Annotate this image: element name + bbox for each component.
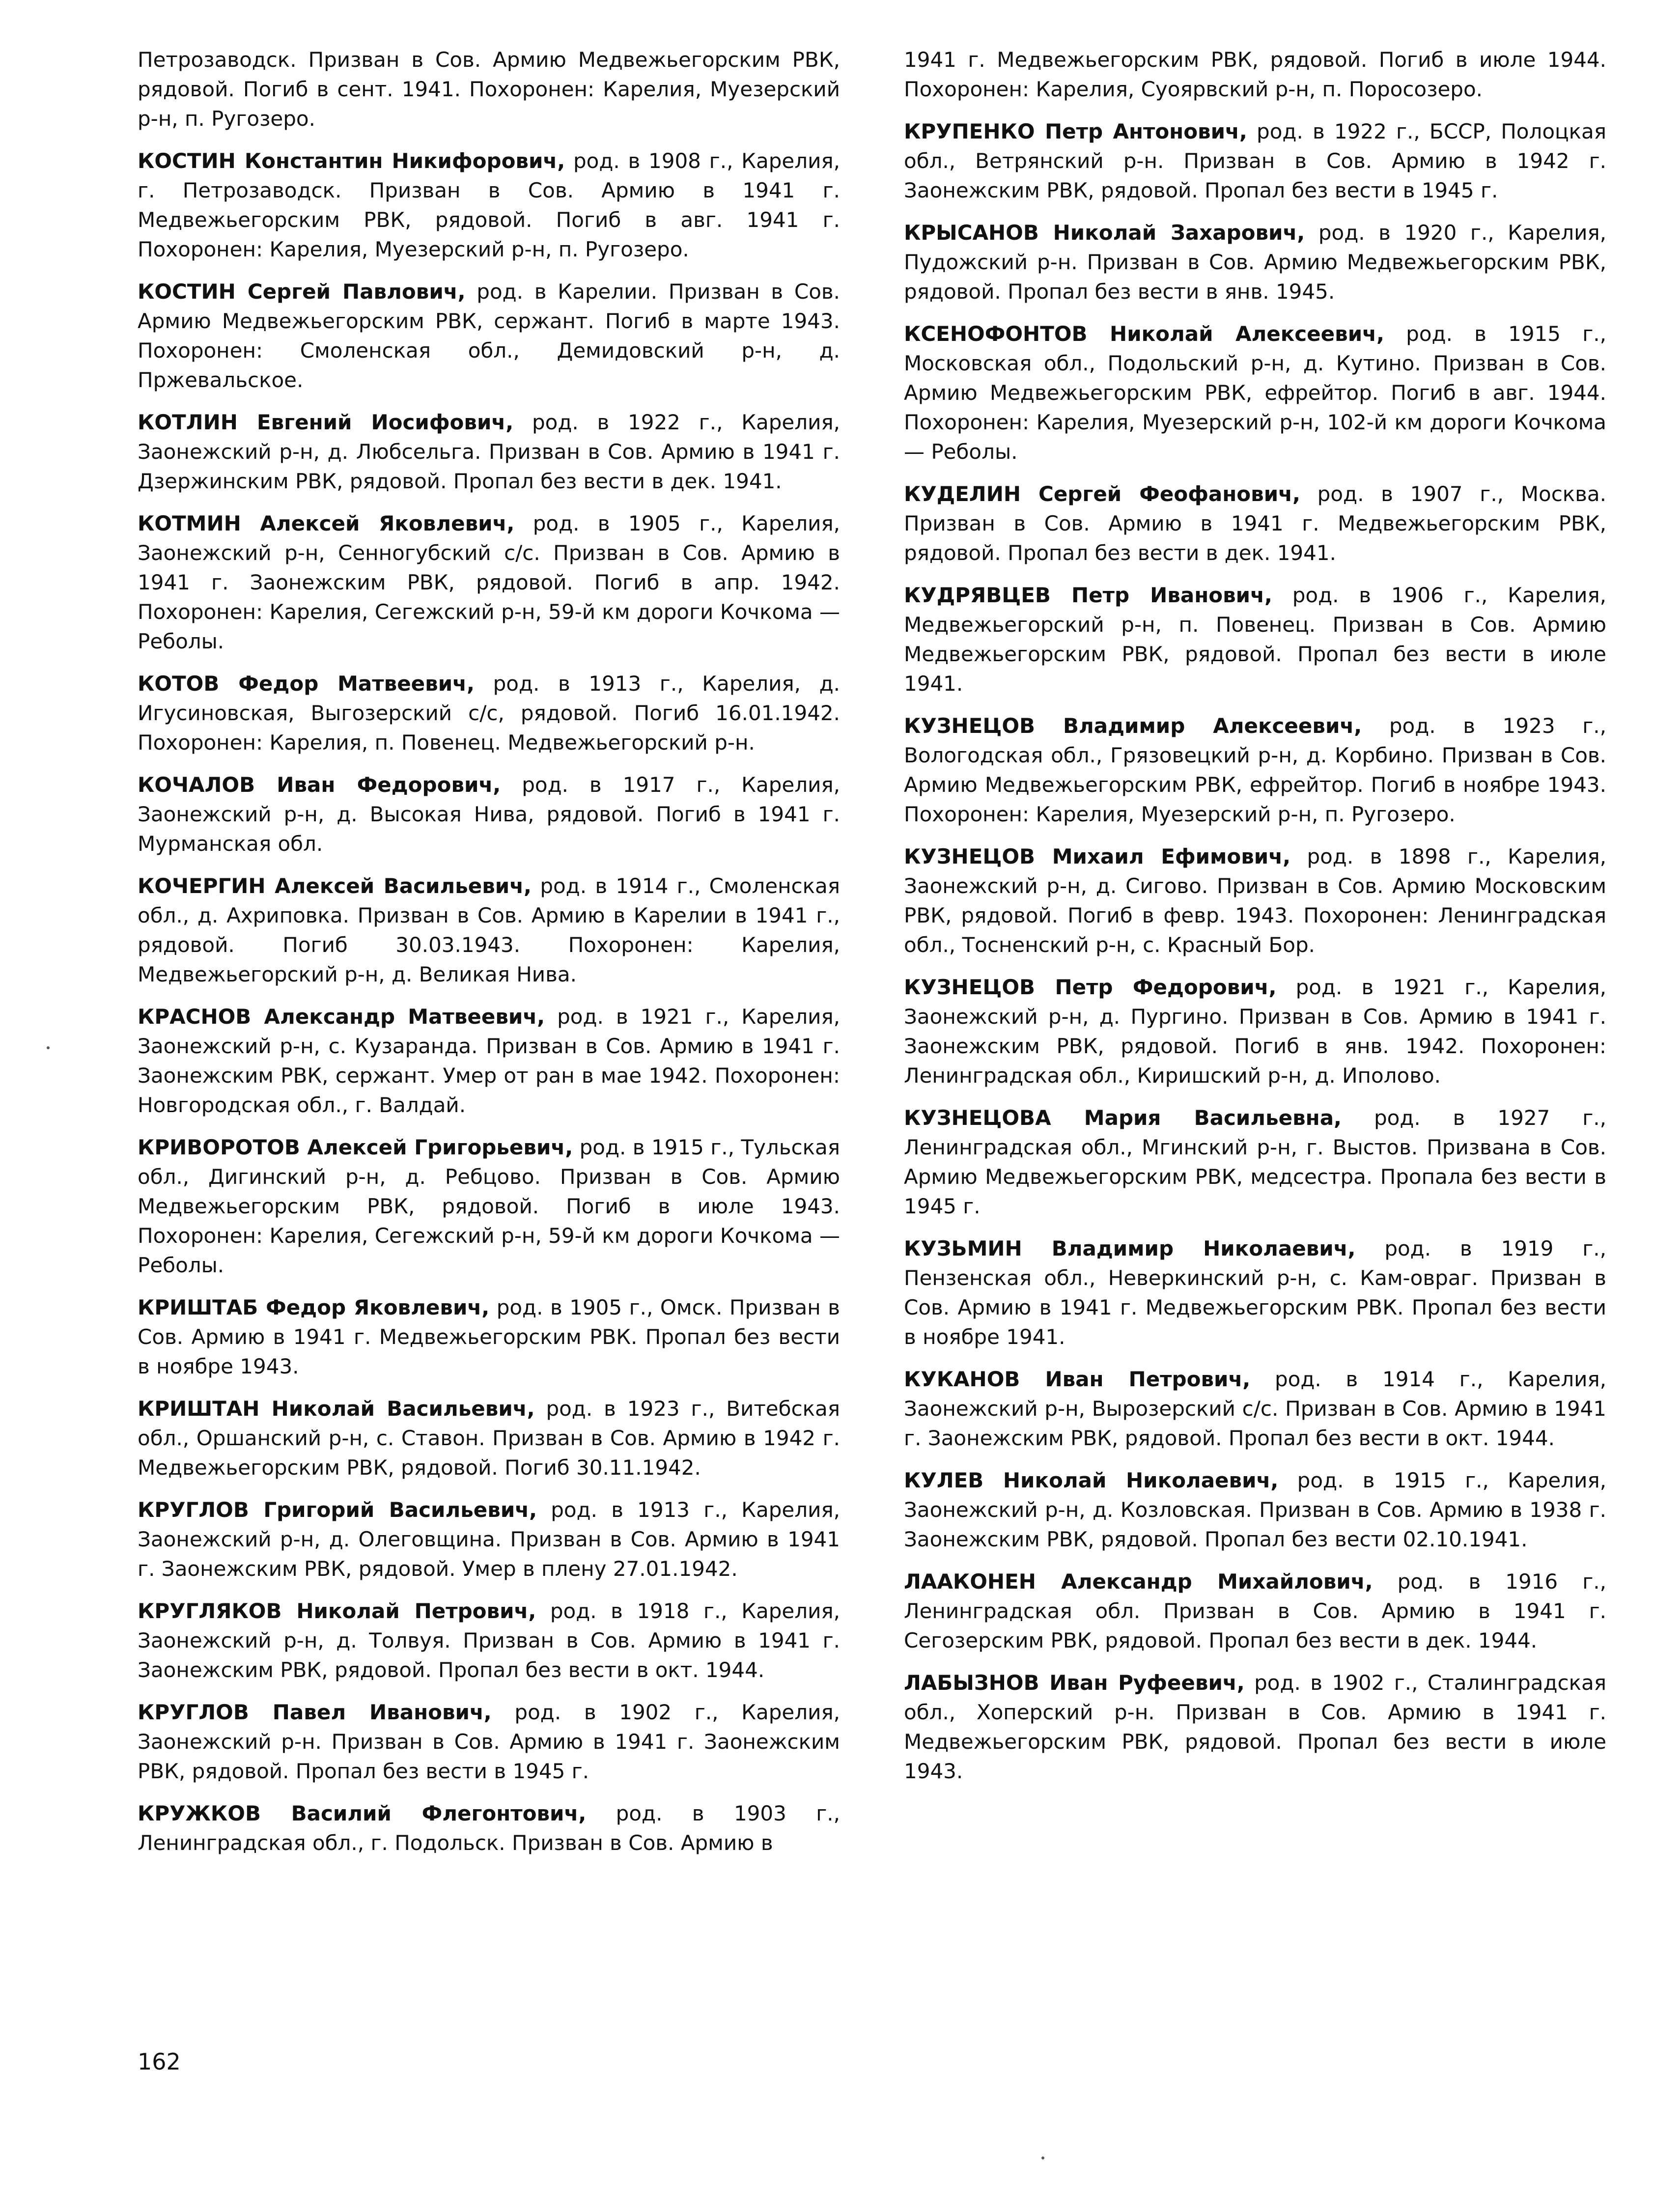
entry-name: КУКАНОВ Иван Петрович, xyxy=(904,1367,1251,1391)
entry-text: род. в 1917 г., Карелия, Заонежский р-н, д. Высокая Нива, рядовой. Погиб в 1941 г. Мурманская обл. xyxy=(138,773,840,856)
entry-name: КОСТИН Константин Никифорович, xyxy=(138,149,565,173)
entry-text: род. в 1923 г., Вологодская обл., Грязовецкий р-н, д. Корбино. Призван в Сов. Армию Медвежьегорским РВК, ефрейтор. Погиб в ноябре 1943. Похоронен: Карелия, Муезерский р-н, п. Ругозеро. xyxy=(904,714,1606,826)
scan-speck xyxy=(1041,2156,1044,2159)
entry-continuation xyxy=(904,45,1606,104)
entry-text: род. в 1915 г., Карелия, Заонежский р-н, д. Козловская. Призван в Сов. Армию в 1938 г. Заонежским РВК, рядовой. Пропал без вести 02.10.1941. xyxy=(904,1468,1606,1551)
entry-text: Петрозаводск. Призван в Сов. Армию Медвежьегорским РВК, рядовой. Погиб в сент. 1941. Похоронен: Карелия, Муезерский р-н, п. Ругозеро. xyxy=(138,48,840,131)
entry-name: КСЕНОФОНТОВ Николай Алексеевич, xyxy=(904,322,1384,346)
entry xyxy=(904,1466,1606,1554)
entry-text: род. в 1927 г., Ленинградская обл., Мгинский р-н, г. Выстов. Призвана в Сов. Армию Медвежьегорским РВК, медсестра. Пропала без вести в 1945 г. xyxy=(904,1106,1606,1218)
entry-name: КОСТИН Сергей Павлович, xyxy=(138,280,466,304)
entry xyxy=(904,1103,1606,1221)
entry xyxy=(904,218,1606,307)
entry-text: род. в 1916 г., Ленинградская обл. Призван в Сов. Армию в 1941 г. Сегозерским РВК, рядовой. Пропал без вести в дек. 1944. xyxy=(904,1569,1606,1652)
entry xyxy=(138,1002,840,1120)
entry-text: род. в 1902 г., Сталинградская обл., Хоперский р-н. Призван в Сов. Армию в 1941 г. Медвежьегорским РВК, рядовой. Пропал без вести в июле 1943. xyxy=(904,1671,1607,1783)
entry xyxy=(904,1365,1606,1453)
entry-text: род. в 1905 г., Омск. Призван в Сов. Армию в 1941 г. Медвежьегорским РВК. Пропал без вести в ноябре 1943. xyxy=(138,1295,840,1378)
entry xyxy=(904,117,1606,205)
entry xyxy=(138,1596,840,1685)
entry-name: КРУПЕНКО Петр Антонович, xyxy=(904,119,1247,143)
entry-name: КУЗНЕЦОВ Владимир Алексеевич, xyxy=(904,714,1362,738)
entry-text: род. в 1913 г., Карелия, Заонежский р-н, д. Олеговщина. Призван в Сов. Армию в 1941 г. Заонежским РВК, рядовой. Умер в плену 27.01.1942. xyxy=(138,1498,840,1581)
entry xyxy=(904,1567,1606,1655)
entry-text: род. в 1898 г., Карелия, Заонежский р-н, д. Сигово. Призван в Сов. Армию Московским РВК, рядовой. Погиб в февр. 1943. Похоронен: Ленинградская обл., Тосненский р-н, с. Красный Бор. xyxy=(904,844,1606,957)
page-number: 162 xyxy=(138,2048,181,2075)
entry xyxy=(138,1799,840,1858)
entry xyxy=(904,711,1606,829)
entry xyxy=(904,1234,1606,1352)
entry-text: род. в Карелии. Призван в Сов. Армию Медвежьегорским РВК, сержант. Погиб в марте 1943. Похоронен: Смоленская обл., Демидовский р-н, д. Пржевальское. xyxy=(138,280,841,392)
entry-name: КРУГЛОВ Павел Иванович, xyxy=(138,1700,492,1724)
right-column xyxy=(904,45,1606,1799)
entry-name: КОЧЕРГИН Алексей Васильевич, xyxy=(138,874,532,898)
entry-name: КУЗНЕЦОВ Петр Федорович, xyxy=(904,975,1277,999)
entry-name: КРЫСАНОВ Николай Захарович, xyxy=(904,221,1305,245)
entry xyxy=(138,770,840,859)
entry-name: КОТМИН Алексей Яковлевич, xyxy=(138,511,515,535)
entry-text: род. в 1920 г., Карелия, Пудожский р-н. Призван в Сов. Армию Медвежьегорским РВК, рядовой. Пропал без вести в янв. 1945. xyxy=(904,221,1607,304)
entry xyxy=(138,1394,840,1483)
entry-text: род. в 1914 г., Карелия, Заонежский р-н, Вырозерский с/с. Призван в Сов. Армию в 1941 г. Заонежским РВК, рядовой. Пропал без вести в окт. 1944. xyxy=(904,1367,1606,1450)
entry-text: род. в 1914 г., Смоленская обл., д. Ахриповка. Призван в Сов. Армию в Карелии в 1941 г., рядовой. Погиб 30.03.1943. Похоронен: Карелия, Медвежьегорский р-н, д. Великая Нива. xyxy=(138,874,841,986)
entry xyxy=(904,842,1606,960)
entry-name: КУДЕЛИН Сергей Феофанович, xyxy=(904,482,1300,506)
entry-name: КРУЖКОВ Василий Флегонтович, xyxy=(138,1801,587,1825)
entry xyxy=(138,1495,840,1584)
entry-text: род. в 1907 г., Москва. Призван в Сов. Армию в 1941 г. Медвежьегорским РВК, рядовой. Пропал без вести в дек. 1941. xyxy=(904,482,1606,565)
entry-name: ЛААКОНЕН Александр Михайлович, xyxy=(904,1569,1373,1594)
entry-name: КРАСНОВ Александр Матвеевич, xyxy=(138,1005,545,1029)
entry-text: род. в 1922 г., БССР, Полоцкая обл., Ветрянский р-н. Призван в Сов. Армию в 1942 г. Заонежским РВК, рядовой. Пропал без вести в 1945 г. xyxy=(904,119,1607,202)
entry-text: род. в 1908 г., Карелия, г. Петрозаводск. Призван в Сов. Армию в 1941 г. Медвежьегорским РВК, рядовой. Погиб в авг. 1941 г. Похоронен: Карелия, Муезерский р-н, п. Ругозеро. xyxy=(138,149,840,261)
entry-name: КРИШТАБ Федор Яковлевич, xyxy=(138,1295,490,1319)
entry-text: род. в 1919 г., Пензенская обл., Неверкинский р-н, с. Кам-овраг. Призван в Сов. Армию в 1941 г. Медвежьегорским РВК. Пропал без вести в ноябре 1941. xyxy=(904,1236,1606,1349)
entry-name: КУЗНЕЦОВ Михаил Ефимович, xyxy=(904,844,1291,868)
entry xyxy=(138,871,840,989)
entry xyxy=(904,581,1606,699)
entry xyxy=(138,277,840,395)
entry-name: КОЧАЛОВ Иван Федорович, xyxy=(138,773,501,797)
entry xyxy=(138,669,840,757)
entry-name: КРУГЛОВ Григорий Васильевич, xyxy=(138,1498,537,1522)
entry-text: род. в 1905 г., Карелия, Заонежский р-н, Сенногубский с/с. Призван в Сов. Армию в 1941 г. Заонежским РВК, рядовой. Погиб в апр. 1942. Похоронен: Карелия, Сегежский р-н, 59-й км дороги Кочкома — Реболы. xyxy=(138,511,840,653)
entry xyxy=(904,973,1606,1091)
entry-text: род. в 1918 г., Карелия, Заонежский р-н, д. Толвуя. Призван в Сов. Армию в 1941 г. Заонежским РВК, рядовой. Пропал без вести в окт. 1944. xyxy=(138,1599,841,1682)
entry-text: род. в 1921 г., Карелия, Заонежский р-н, с. Кузаранда. Призван в Сов. Армию в 1941 г. Заонежским РВК, сержант. Умер от ран в мае 1942. Похоронен: Новгородская обл., г. Валдай. xyxy=(138,1005,841,1117)
entry-name: ЛАБЫЗНОВ Иван Руфеевич, xyxy=(904,1671,1245,1695)
entry xyxy=(138,408,840,496)
entry xyxy=(138,1293,840,1381)
entry xyxy=(904,1668,1606,1786)
entry-text: род. в 1921 г., Карелия, Заонежский р-н, д. Пургино. Призван в Сов. Армию в 1941 г. Заонежским РВК, рядовой. Погиб в янв. 1942. Похоронен: Ленинградская обл., Киришский р-н, д. Иполово. xyxy=(904,975,1606,1088)
entry xyxy=(138,509,840,656)
entry-text: род. в 1903 г., Ленинградская обл., г. Подольск. Призван в Сов. Армию в xyxy=(138,1801,840,1855)
entry xyxy=(138,1698,840,1786)
entry-text: род. в 1922 г., Карелия, Заонежский р-н, д. Любсельга. Призван в Сов. Армию в 1941 г. Дзержинским РВК, рядовой. Пропал без вести в дек. 1941. xyxy=(138,410,841,493)
entry-name: КОТОВ Федор Матвеевич, xyxy=(138,672,475,696)
entry-name: КУЗНЕЦОВА Мария Васильевна, xyxy=(904,1106,1342,1130)
entry-name: КУЛЕВ Николай Николаевич, xyxy=(904,1468,1279,1492)
entry-text: род. в 1923 г., Витебская обл., Оршанский р-н, с. Ставон. Призван в Сов. Армию в 1942 г. Медвежьегорским РВК, рядовой. Погиб 30.11.1942. xyxy=(138,1397,840,1480)
entry xyxy=(138,146,840,264)
entry-text: род. в 1915 г., Московская обл., Подольский р-н, д. Кутино. Призван в Сов. Армию Медвежьегорским РВК, ефрейтор. Погиб в авг. 1944. Похоронен: Карелия, Муезерский р-н, 102-й км дороги Кочкома — Реболы. xyxy=(904,322,1606,464)
entry-name: КОТЛИН Евгений Иосифович, xyxy=(138,410,514,434)
entry-text: род. в 1902 г., Карелия, Заонежский р-н. Призван в Сов. Армию в 1941 г. Заонежским РВК, рядовой. Пропал без вести в 1945 г. xyxy=(138,1700,840,1783)
entry-text: 1941 г. Медвежьегорским РВК, рядовой. Погиб в июле 1944. Похоронен: Карелия, Суоярвский р-н, п. Поросозеро. xyxy=(904,48,1606,101)
entry-name: КУЗЬМИН Владимир Николаевич, xyxy=(904,1236,1356,1260)
entry xyxy=(138,1133,840,1280)
entry-name: КРУГЛЯКОВ Николай Петрович, xyxy=(138,1599,536,1623)
entry xyxy=(904,319,1606,467)
scan-speck xyxy=(47,1046,50,1049)
entry-text: род. в 1913 г., Карелия, д. Игусиновская, Выгозерский с/с, рядовой. Погиб 16.01.1942. Похоронен: Карелия, п. Повенец. Медвежьегорский р-н. xyxy=(138,672,841,755)
entry-name: КРИШТАН Николай Васильевич, xyxy=(138,1397,535,1421)
entry-name: КРИВОРОТОВ Алексей Григорьевич, xyxy=(138,1135,573,1159)
entry-text: род. в 1906 г., Карелия, Медвежьегорский р-н, п. Повенец. Призван в Сов. Армию Медвежьегорским РВК, рядовой. Пропал без вести в июле 1941. xyxy=(904,583,1606,696)
entry xyxy=(904,479,1606,568)
entry-text: род. в 1915 г., Тульская обл., Дигинский р-н, д. Ребцово. Призван в Сов. Армию Медвежьегорским РВК, рядовой. Погиб в июле 1943. Похоронен: Карелия, Сегежский р-н, 59-й км дороги Кочкома — Реболы. xyxy=(138,1135,840,1277)
entry-name: КУДРЯВЦЕВ Петр Иванович, xyxy=(904,583,1272,607)
left-column xyxy=(138,45,840,1871)
entry-continuation xyxy=(138,45,840,134)
